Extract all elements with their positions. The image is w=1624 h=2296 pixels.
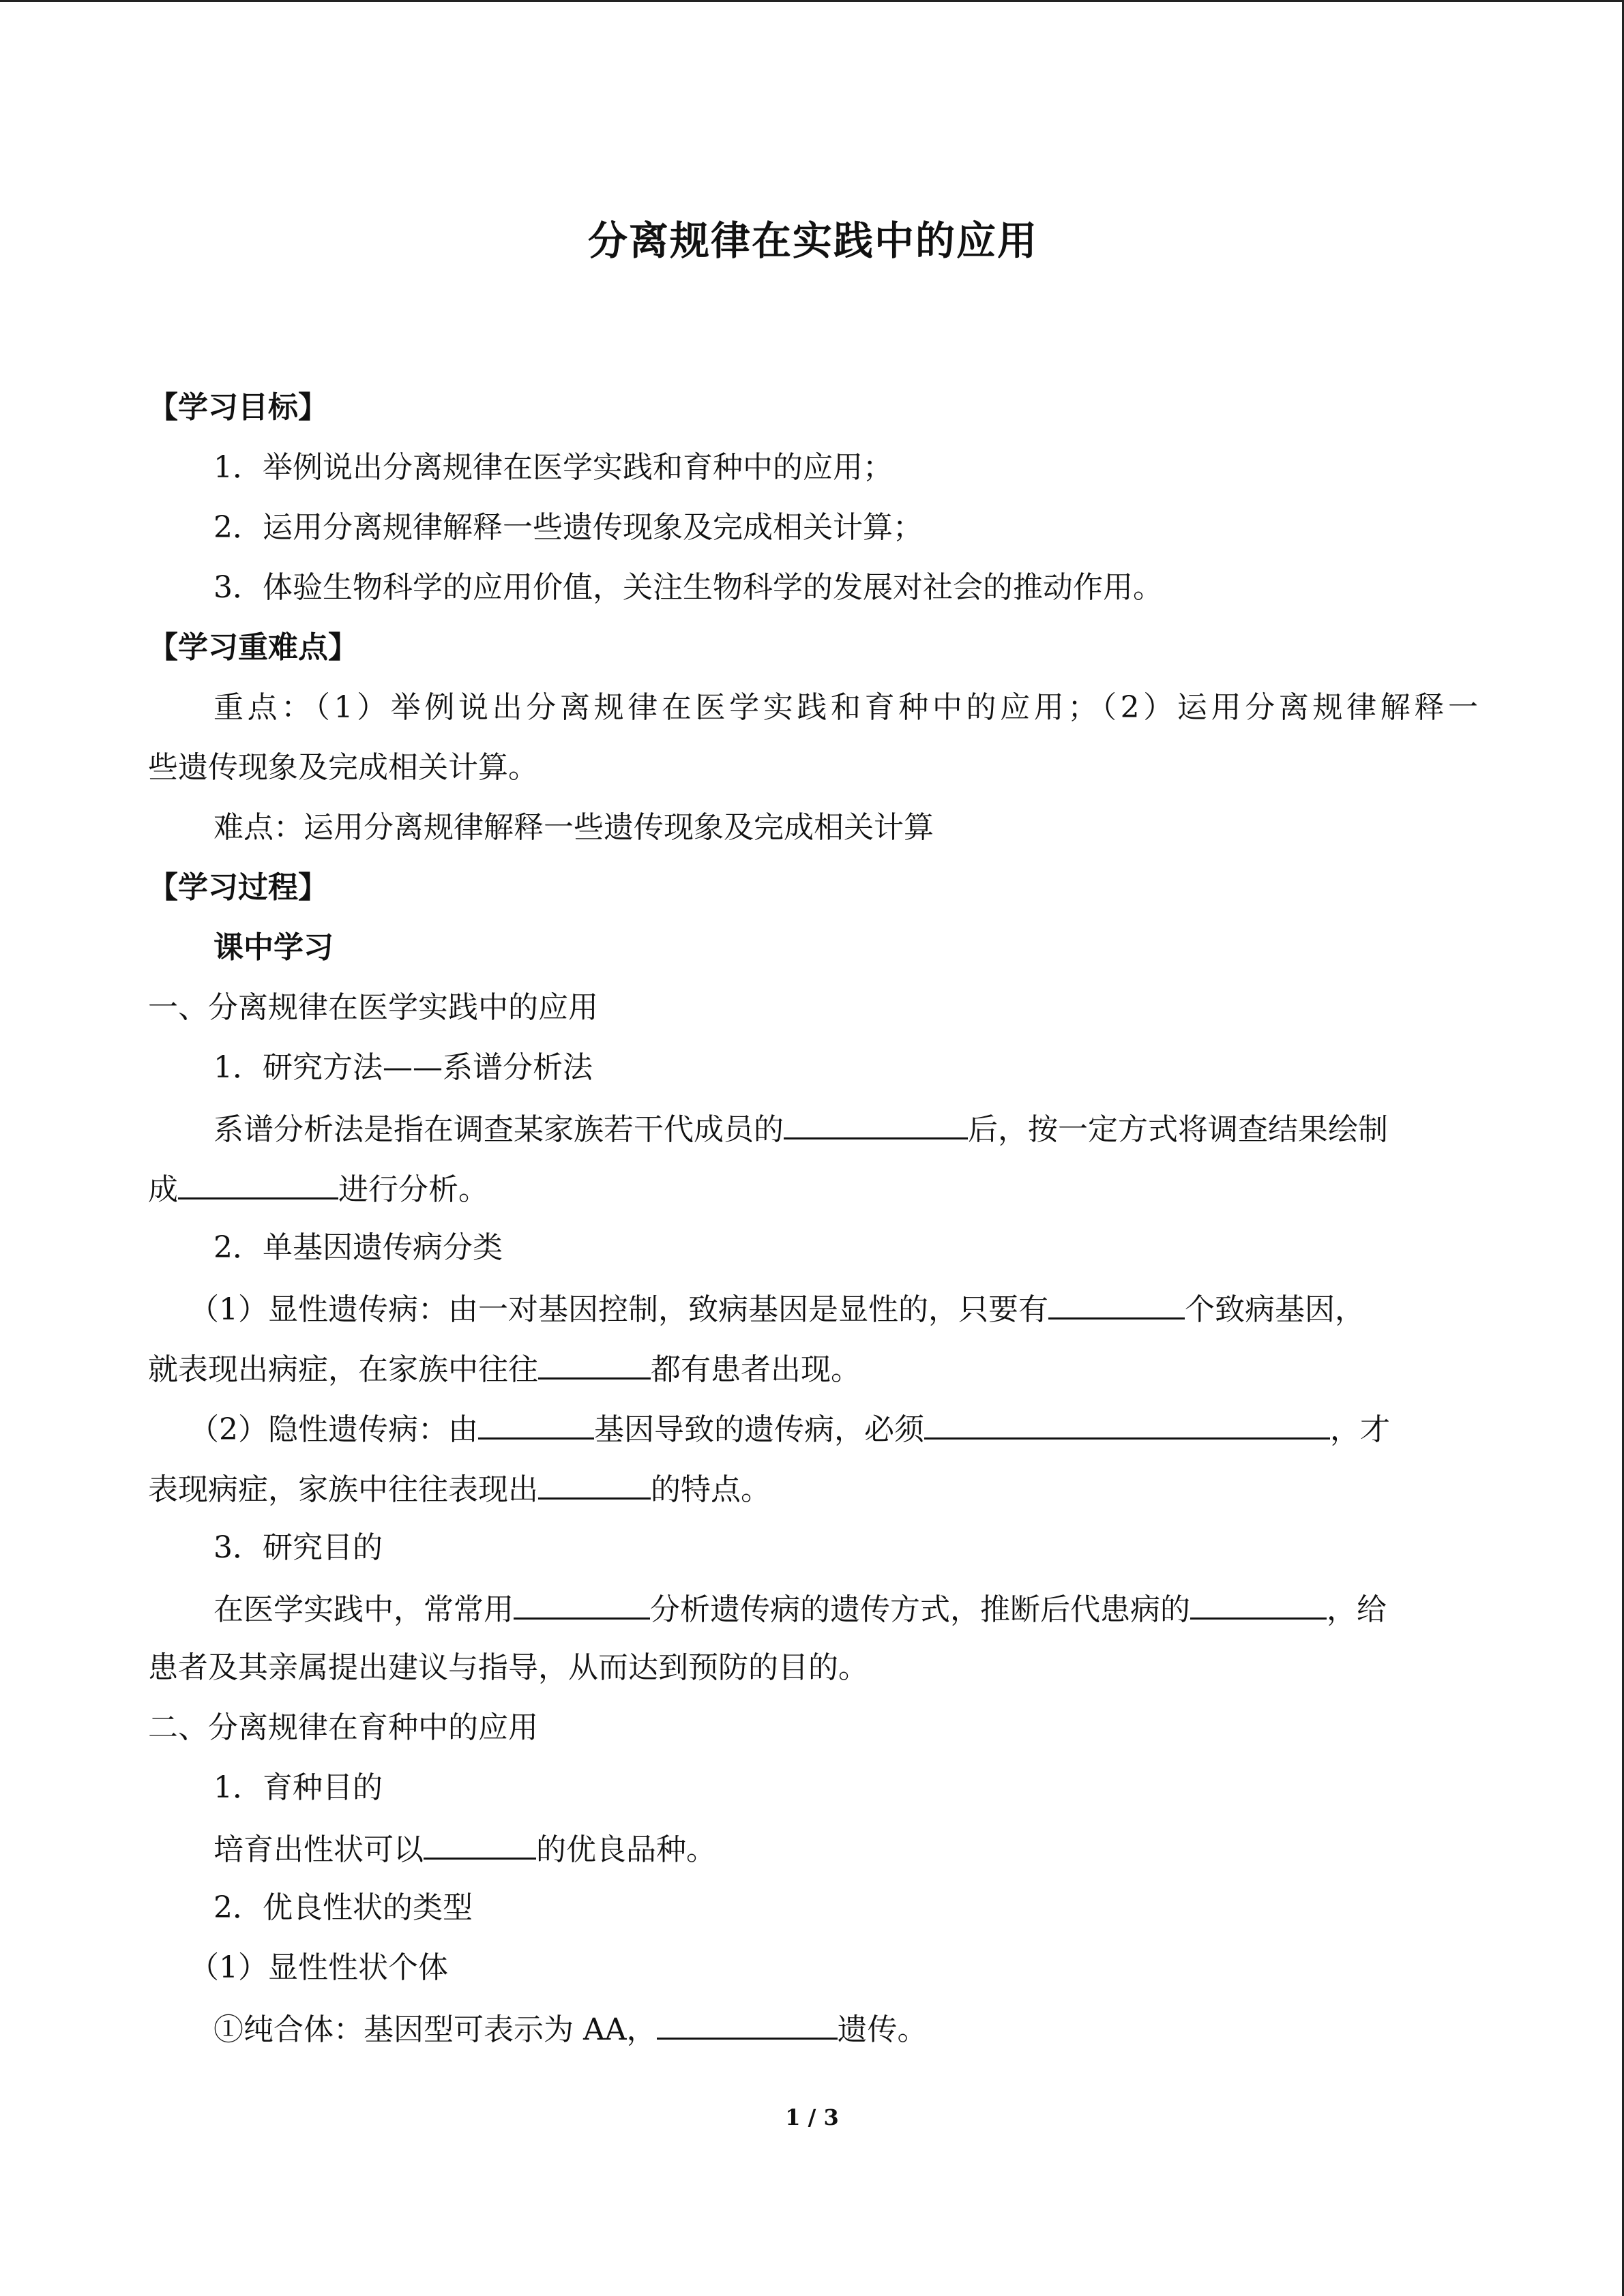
fill-blank-3[interactable] [1048,1287,1185,1320]
recessive-line-1 [189,1407,1478,1450]
fill-blank-11[interactable] [657,2008,838,2040]
method-text-c: 成 [148,1172,178,1207]
document-title: 分离规律在实践中的应用 [587,218,1038,264]
purpose-line-1 [213,1587,1478,1630]
method-text-line-2 [148,1167,1478,1210]
purpose-line-2: 患者及其亲属提出建议与指导，从而达到预防的目的。 [148,1650,868,1685]
homozygous-line [213,2008,1478,2051]
dominant-line-1 [189,1287,1478,1330]
part1-heading: 一、分离规律在医学实践中的应用 [148,990,598,1025]
recessive-line-2 [148,1467,1478,1510]
homozygous-text-a: ①纯合体：基因型可表示为 AA， [213,2012,657,2047]
recessive-text-a: （2）隐性遗传病：由 [189,1412,478,1447]
fill-blank-1[interactable] [784,1107,968,1139]
dominant-text-a: （1）显性遗传病：由一对基因控制，致病基因是显性的，只要有 [189,1292,1048,1327]
fill-blank-8[interactable] [514,1587,650,1620]
fill-blank-10[interactable] [424,1828,536,1860]
dominant-text-b: 个致病基因， [1185,1292,1365,1327]
key-heading: 【学习重难点】 [148,630,358,665]
fill-blank-4[interactable] [538,1347,651,1380]
method-text-a: 系谱分析法是指在调查某家族若干代成员的 [213,1112,784,1147]
dominant-line-2 [148,1347,1478,1390]
recessive-text-b: 基因导致的遗传病，必须 [594,1412,924,1447]
purpose-text-a: 在医学实践中，常常用 [213,1592,514,1627]
goals-heading: 【学习目标】 [148,390,328,425]
page-border-top [0,0,1624,2]
breeding-goal-text-b: 的优良品种。 [536,1832,716,1867]
recessive-text-e: 的特点。 [651,1472,771,1507]
class-study-heading: 课中学习 [213,930,334,965]
recessive-text-d: 表现病症，家族中往往表现出 [148,1472,538,1507]
fill-blank-7[interactable] [538,1467,651,1500]
fill-blank-9[interactable] [1190,1587,1327,1620]
breeding-goal-line [213,1828,1478,1870]
goal-item-2: 2．运用分离规律解释一些遗传现象及完成相关计算； [213,510,923,545]
purpose-heading: 3．研究目的 [213,1530,383,1565]
purpose-text-b: 分析遗传病的遗传方式，推断后代患病的 [650,1592,1190,1627]
dominant-text-d: 都有患者出现。 [651,1352,861,1387]
purpose-text-c: ，给 [1327,1592,1387,1627]
page-number: 1 / 3 [785,2104,839,2130]
method-text-line-1 [213,1107,1478,1150]
recessive-text-c: ，才 [1330,1412,1390,1447]
key-points-line-1: 重点：（1）举例说出分离规律在医学实践和育种中的应用；（2）运用分离规律解释一 [213,690,1478,725]
fill-blank-5[interactable] [478,1407,594,1440]
trait-types-heading: 2．优良性状的类型 [213,1890,473,1925]
dominant-text-c: 就表现出病症，在家族中往往 [148,1352,538,1387]
key-points-line-2: 些遗传现象及完成相关计算。 [148,750,538,785]
goal-item-1: 1．举例说出分离规律在医学实践和育种中的应用； [213,450,893,485]
fill-blank-2[interactable] [178,1167,338,1199]
breeding-goal-heading: 1．育种目的 [213,1770,383,1805]
method-text-d: 进行分析。 [338,1172,488,1207]
method-heading: 1．研究方法——系谱分析法 [213,1050,593,1085]
dominant-trait-heading: （1）显性性状个体 [189,1950,448,1985]
difficulty-text: 难点：运用分离规律解释一些遗传现象及完成相关计算 [213,810,934,845]
fill-blank-6[interactable] [924,1407,1330,1440]
breeding-goal-text-a: 培育出性状可以 [213,1832,424,1867]
method-text-b: 后，按一定方式将调查结果绘制 [968,1112,1388,1147]
classify-heading: 2．单基因遗传病分类 [213,1230,503,1265]
process-heading: 【学习过程】 [148,870,328,905]
goal-item-3: 3．体验生物科学的应用价值，关注生物科学的发展对社会的推动作用。 [213,570,1163,605]
part2-heading: 二、分离规律在育种中的应用 [148,1710,538,1745]
homozygous-text-b: 遗传。 [837,2012,928,2047]
